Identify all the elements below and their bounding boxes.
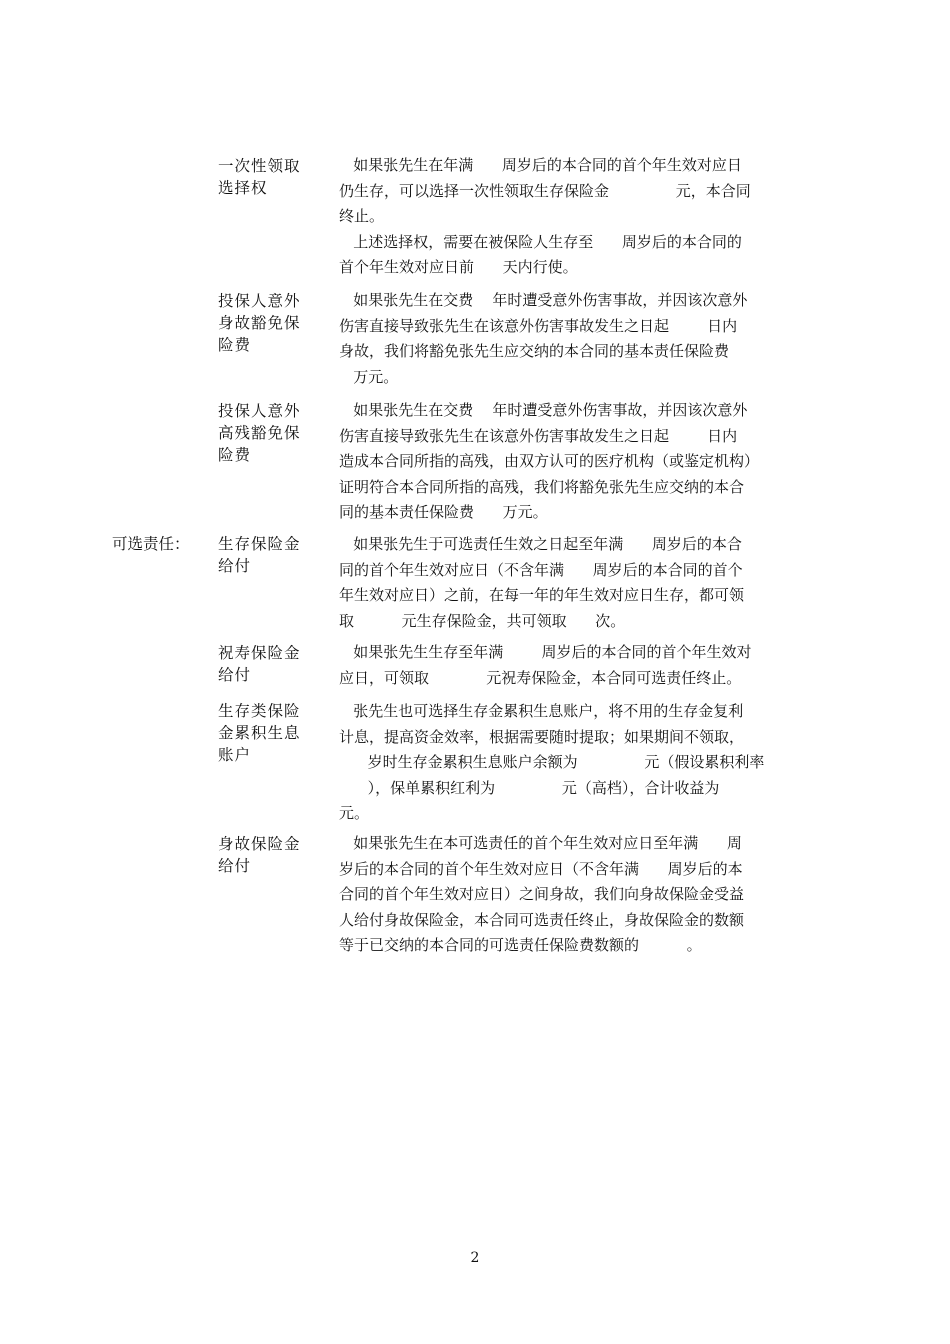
clause-line: 首个年生效对应日前 天内行使。 bbox=[339, 258, 578, 276]
clause-line: 计息，提高资金效率，根据需要随时提取；如果期间不领取， bbox=[339, 727, 745, 746]
clause-survival-benefit bbox=[339, 532, 789, 634]
clause-line: ），保单累积红利为 元（高档），合计收益为 bbox=[339, 778, 720, 797]
term-line: 一次性领取 bbox=[218, 157, 301, 175]
term-accidental-death-waiver bbox=[218, 290, 318, 356]
clause-line: 张先生也可选择生存金累积生息账户，将不用的生存金复利 bbox=[339, 702, 744, 720]
clause-line: 万元。 bbox=[339, 367, 399, 386]
clause-line: 元。 bbox=[339, 804, 370, 822]
clause-line: 身故，我们将豁免张先生应交纳的本合同的基本责任保险费 bbox=[339, 342, 730, 360]
clause-accumulation-account bbox=[339, 699, 789, 827]
clause-line: 年生效对应日）之前，在每一年的年生效对应日生存，都可领 bbox=[339, 586, 745, 604]
clause-line: 终止。 bbox=[339, 207, 385, 225]
clause-line: 等于已交纳的本合同的可选责任保险费数额的 。 bbox=[339, 936, 702, 954]
term-death-benefit bbox=[218, 833, 318, 877]
term-accumulation-account bbox=[218, 700, 318, 766]
term-line: 选择权 bbox=[218, 179, 268, 197]
clause-line: 造成本合同所指的高残，由双方认可的医疗机构（或鉴定机构） bbox=[339, 452, 760, 470]
term-line: 投保人意外 bbox=[218, 292, 301, 310]
clause-line: 取 元生存保险金，共可领取 次。 bbox=[339, 611, 626, 630]
clause-line: 同的基本责任保险费 万元。 bbox=[339, 503, 548, 521]
term-line: 身故豁免保 bbox=[218, 314, 301, 332]
clause-line: 证明符合本合同所指的高残，我们将豁免张先生应交纳的本合 bbox=[339, 477, 745, 496]
clause-line: 仍生存，可以选择一次性领取生存保险金 元，本合同 bbox=[339, 181, 751, 200]
term-line: 祝寿保险金 bbox=[218, 644, 301, 662]
term-line: 金累积生息 bbox=[218, 724, 301, 742]
term-survival-benefit bbox=[218, 533, 318, 577]
clause-longevity-benefit bbox=[339, 640, 789, 691]
clause-accidental-disability-waiver bbox=[339, 398, 789, 526]
term-line: 身故保险金 bbox=[218, 835, 301, 853]
section-label-optional-liability: 可选责任： bbox=[112, 535, 190, 553]
term-line: 险费 bbox=[218, 336, 252, 354]
term-lump-sum-option bbox=[218, 155, 318, 199]
term-line: 生存保险金 bbox=[218, 535, 301, 553]
clause-line: 伤害直接导致张先生在该意外伤害事故发生之日起 日内 bbox=[339, 426, 738, 445]
term-line: 账户 bbox=[218, 746, 252, 764]
clause-lump-sum-option bbox=[339, 153, 789, 281]
clause-line: 上述选择权，需要在被保险人生存至 周岁后的本合同的 bbox=[339, 232, 742, 251]
term-line: 给付 bbox=[218, 857, 252, 875]
term-longevity-benefit bbox=[218, 642, 318, 686]
clause-line: 人给付身故保险金，本合同可选责任终止，身故保险金的数额 bbox=[339, 910, 745, 929]
clause-accidental-death-waiver bbox=[339, 288, 789, 390]
clause-death-benefit bbox=[339, 831, 789, 959]
clause-line: 合同的首个年生效对应日）之间身故，我们向身故保险金受益 bbox=[339, 885, 745, 903]
clause-line: 如果张先生于可选责任生效之日起至年满 周岁后的本合 bbox=[339, 535, 742, 553]
term-line: 投保人意外 bbox=[218, 402, 301, 420]
clause-line: 如果张先生在本可选责任的首个年生效对应日至年满 周 bbox=[339, 834, 742, 852]
clause-line: 岁后的本合同的首个年生效对应日（不含年满 周岁后的本 bbox=[339, 859, 743, 878]
clause-line: 如果张先生生存至年满 周岁后的本合同的首个年生效对 bbox=[339, 643, 752, 661]
page-number: 2 bbox=[470, 1250, 480, 1266]
term-line: 生存类保险 bbox=[218, 702, 301, 720]
term-line: 险费 bbox=[218, 446, 252, 464]
clause-line: 应日，可领取 元祝寿保险金，本合同可选责任终止。 bbox=[339, 668, 742, 687]
term-accidental-disability-waiver bbox=[218, 400, 318, 466]
term-line: 给付 bbox=[218, 557, 252, 575]
clause-line: 岁时生存金累积生息账户余额为 元（假设累积利率 bbox=[339, 753, 765, 771]
clause-line: 如果张先生在交费 年时遭受意外伤害事故，并因该次意外 bbox=[339, 401, 748, 419]
clause-line: 如果张先生在交费 年时遭受意外伤害事故，并因该次意外 bbox=[339, 291, 748, 309]
clause-line: 伤害直接导致张先生在该意外伤害事故发生之日起 日内 bbox=[339, 316, 738, 335]
clause-line: 如果张先生在年满 周岁后的本合同的首个年生效对应日 bbox=[339, 156, 742, 174]
term-line: 高残豁免保 bbox=[218, 424, 301, 442]
term-line: 给付 bbox=[218, 666, 252, 684]
clause-line: 同的首个年生效对应日（不含年满 周岁后的本合同的首个 bbox=[339, 560, 743, 579]
